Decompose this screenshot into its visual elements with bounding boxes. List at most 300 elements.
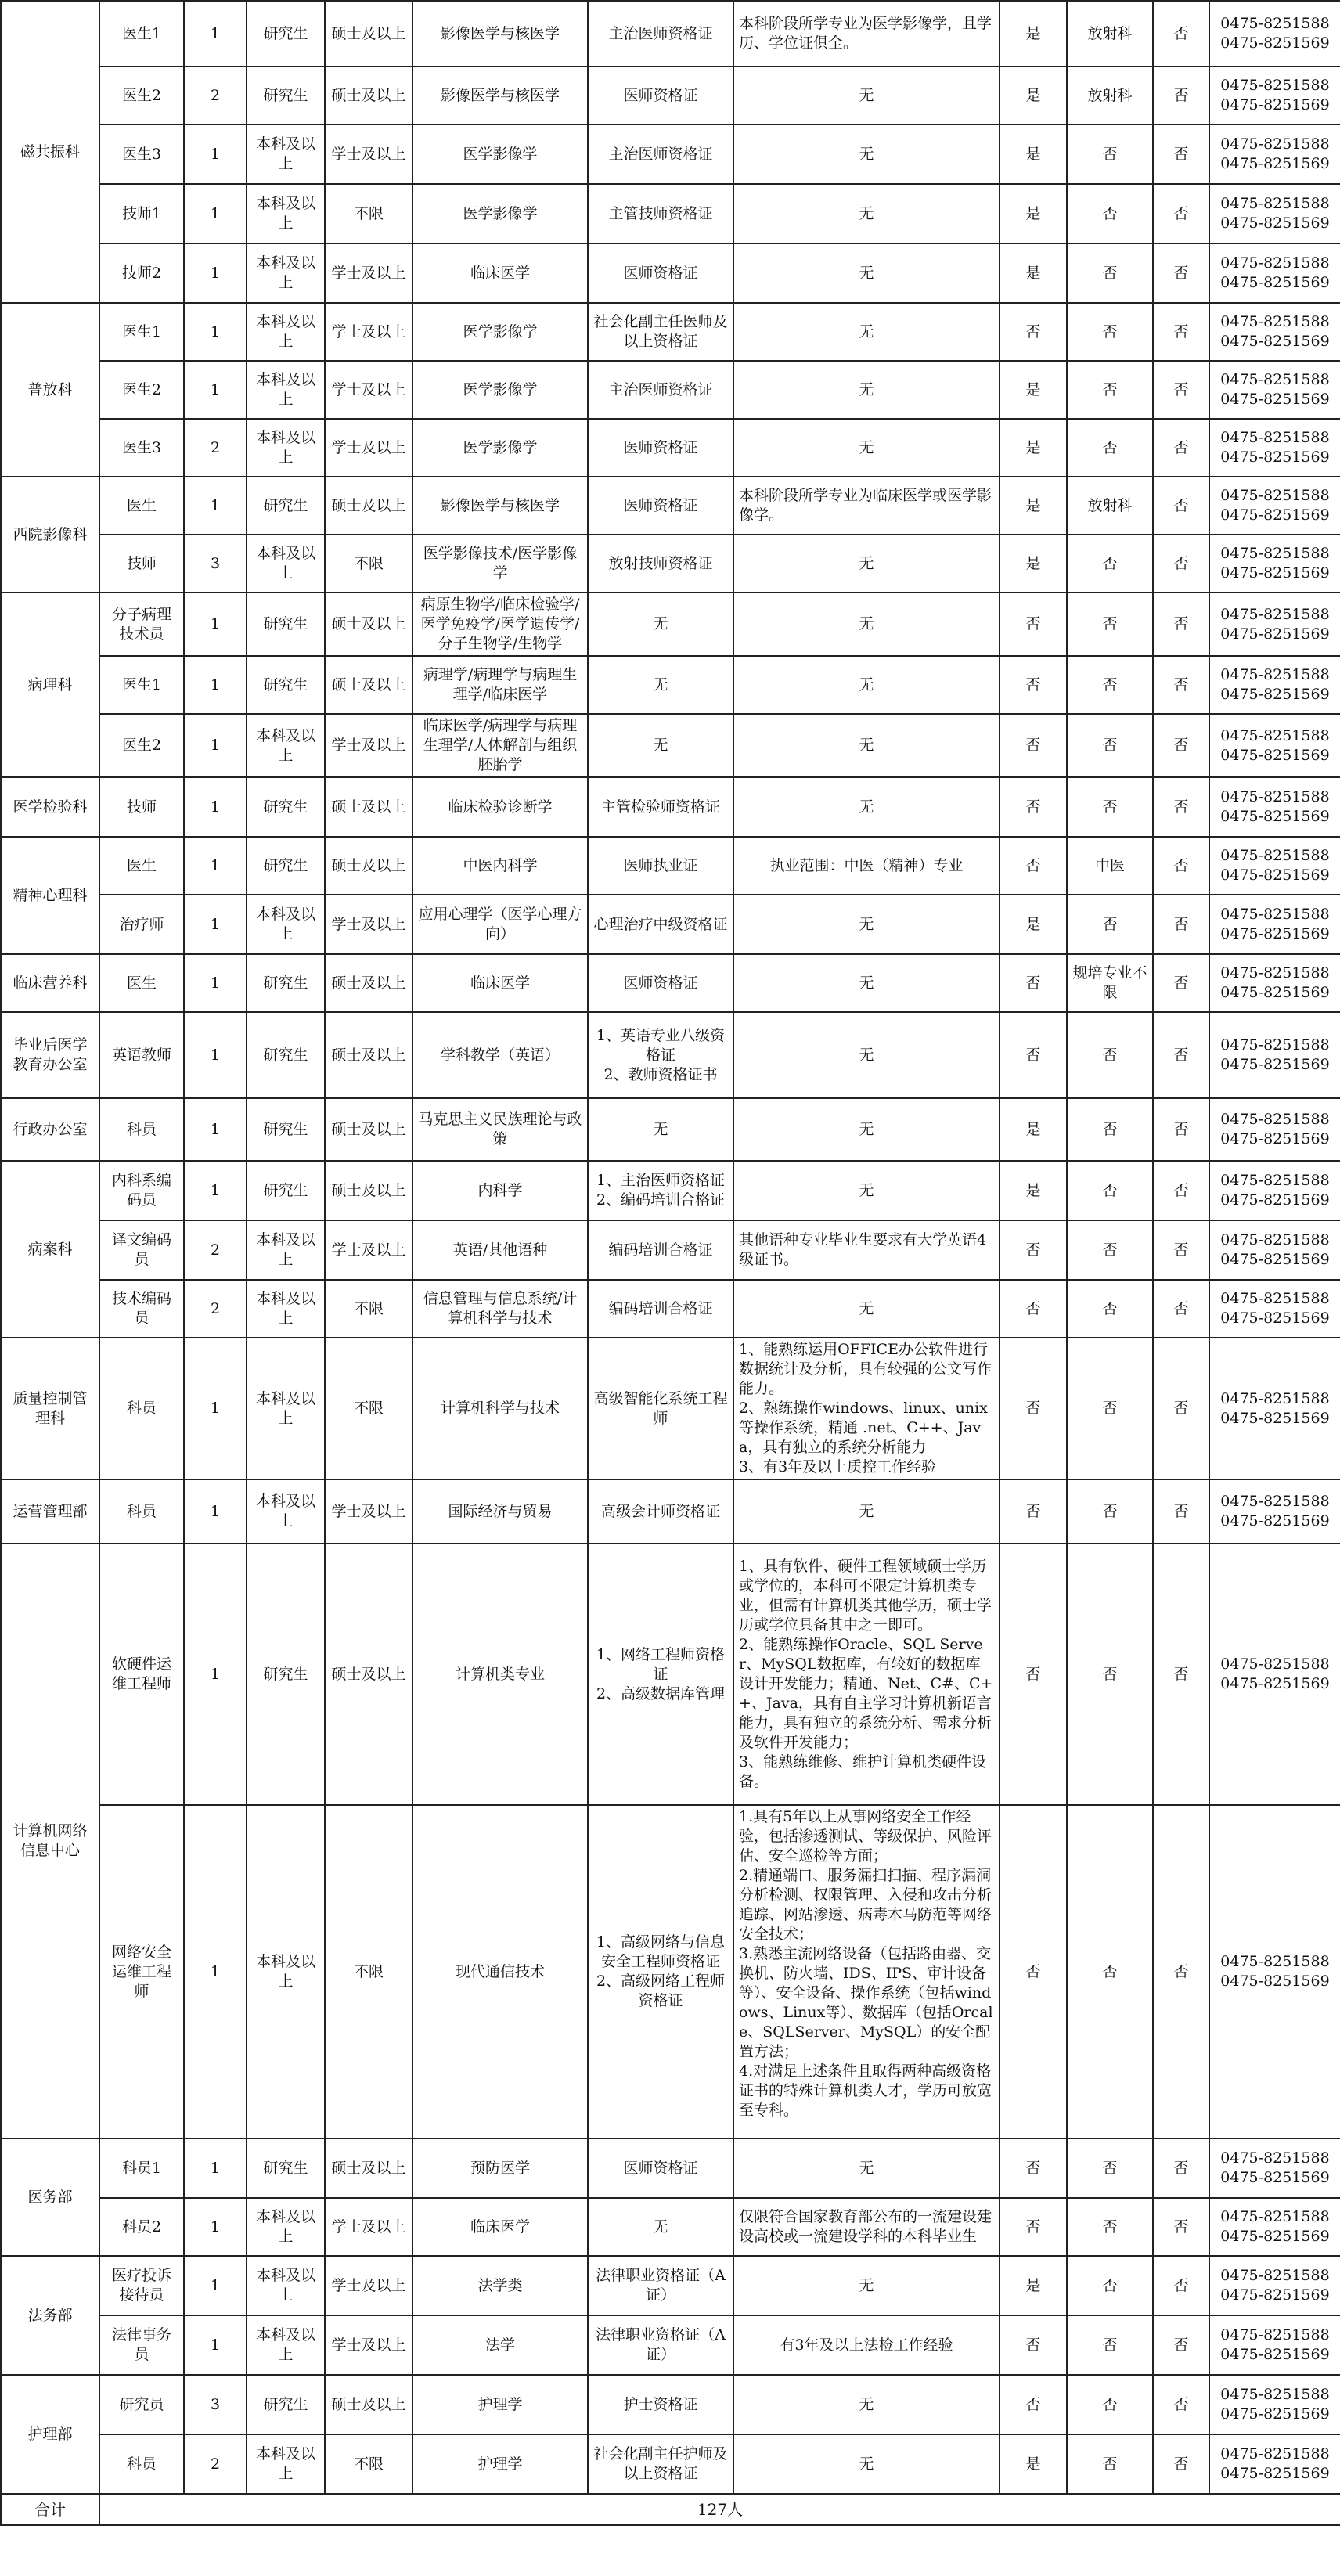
department-cell: 临床营养科: [1, 954, 99, 1012]
certificate-cell: 医师资格证: [588, 243, 733, 303]
education-cell: 本科及以上: [247, 124, 325, 184]
headcount-cell: 1: [184, 593, 247, 656]
headcount-cell: 1: [184, 361, 247, 419]
flag-a-cell: 是: [1000, 361, 1067, 419]
degree-cell: 硕士及以上: [325, 2138, 412, 2198]
table-row: [1, 419, 1340, 477]
flag-c-cell: 否: [1153, 535, 1209, 593]
requirement-cell: 无: [733, 1012, 1000, 1098]
headcount-cell: 2: [184, 67, 247, 124]
table-row: [1, 1280, 1340, 1338]
table-row: [1, 361, 1340, 419]
flag-c-cell: 否: [1153, 303, 1209, 361]
position-cell: 医生3: [99, 419, 184, 477]
flag-b-cell: 否: [1067, 243, 1153, 303]
education-cell: 研究生: [247, 656, 325, 714]
headcount-cell: 1: [184, 184, 247, 243]
position-cell: 科员2: [99, 2198, 184, 2256]
requirement-cell: 本科阶段所学专业为医学影像学，且学历、学位证俱全。: [733, 1, 1000, 67]
flag-b-cell: 否: [1067, 2375, 1153, 2434]
major-cell: 法学: [412, 2315, 588, 2375]
phone-cell: 0475-8251588 0475-8251569: [1209, 243, 1340, 303]
headcount-cell: 1: [184, 1544, 247, 1805]
flag-c-cell: 否: [1153, 1220, 1209, 1280]
table-row: [1, 1338, 1340, 1479]
flag-b-cell: 否: [1067, 1338, 1153, 1479]
headcount-cell: 1: [184, 1805, 247, 2138]
flag-c-cell: 否: [1153, 1479, 1209, 1544]
education-cell: 本科及以上: [247, 895, 325, 954]
degree-cell: 硕士及以上: [325, 1544, 412, 1805]
table-row: [1, 2315, 1340, 2375]
education-cell: 研究生: [247, 2138, 325, 2198]
flag-c-cell: 否: [1153, 837, 1209, 895]
table-row: [1, 1544, 1340, 1805]
position-cell: 医生1: [99, 1, 184, 67]
flag-a-cell: 是: [1000, 2434, 1067, 2494]
degree-cell: 硕士及以上: [325, 2375, 412, 2434]
flag-a-cell: 是: [1000, 477, 1067, 535]
flag-c-cell: 否: [1153, 2315, 1209, 2375]
degree-cell: 硕士及以上: [325, 1012, 412, 1098]
department-cell: 护理部: [1, 2375, 99, 2494]
headcount-cell: 2: [184, 1280, 247, 1338]
flag-b-cell: 否: [1067, 2315, 1153, 2375]
flag-a-cell: 是: [1000, 1098, 1067, 1161]
education-cell: 本科及以上: [247, 535, 325, 593]
certificate-cell: 医师执业证: [588, 837, 733, 895]
major-cell: 护理学: [412, 2375, 588, 2434]
major-cell: 马克思主义民族理论与政策: [412, 1098, 588, 1161]
table-row: [1, 1220, 1340, 1280]
table-row: [1, 1012, 1340, 1098]
flag-a-cell: 否: [1000, 1479, 1067, 1544]
phone-cell: 0475-8251588 0475-8251569: [1209, 1161, 1340, 1220]
requirement-cell: 执业范围：中医（精神）专业: [733, 837, 1000, 895]
flag-b-cell: 否: [1067, 1805, 1153, 2138]
education-cell: 本科及以上: [247, 1479, 325, 1544]
degree-cell: 硕士及以上: [325, 837, 412, 895]
flag-c-cell: 否: [1153, 954, 1209, 1012]
phone-cell: 0475-8251588 0475-8251569: [1209, 1280, 1340, 1338]
table-row: [1, 714, 1340, 777]
degree-cell: 不限: [325, 1805, 412, 2138]
table-row: [1, 477, 1340, 535]
requirement-cell: 无: [733, 656, 1000, 714]
requirement-cell: 无: [733, 535, 1000, 593]
headcount-cell: 1: [184, 656, 247, 714]
requirement-cell: 无: [733, 2434, 1000, 2494]
certificate-cell: 心理治疗中级资格证: [588, 895, 733, 954]
position-cell: 医生2: [99, 361, 184, 419]
degree-cell: 不限: [325, 1338, 412, 1479]
flag-b-cell: 否: [1067, 895, 1153, 954]
degree-cell: 硕士及以上: [325, 477, 412, 535]
education-cell: 本科及以上: [247, 1338, 325, 1479]
requirement-cell: 无: [733, 361, 1000, 419]
requirement-cell: 无: [733, 895, 1000, 954]
requirement-cell: 无: [733, 1098, 1000, 1161]
major-cell: 医学影像学: [412, 124, 588, 184]
major-cell: 应用心理学（医学心理方向）: [412, 895, 588, 954]
position-cell: 治疗师: [99, 895, 184, 954]
degree-cell: 学士及以上: [325, 2315, 412, 2375]
flag-b-cell: 否: [1067, 2198, 1153, 2256]
flag-b-cell: 否: [1067, 777, 1153, 837]
education-cell: 研究生: [247, 1161, 325, 1220]
phone-cell: 0475-8251588 0475-8251569: [1209, 895, 1340, 954]
headcount-cell: 1: [184, 2198, 247, 2256]
degree-cell: 不限: [325, 535, 412, 593]
phone-cell: 0475-8251588 0475-8251569: [1209, 656, 1340, 714]
degree-cell: 硕士及以上: [325, 1, 412, 67]
phone-cell: 0475-8251588 0475-8251569: [1209, 1220, 1340, 1280]
phone-cell: 0475-8251588 0475-8251569: [1209, 837, 1340, 895]
certificate-cell: 无: [588, 593, 733, 656]
table-row: [1, 2138, 1340, 2198]
phone-cell: 0475-8251588 0475-8251569: [1209, 1544, 1340, 1805]
phone-cell: 0475-8251588 0475-8251569: [1209, 535, 1340, 593]
table-row: [1, 656, 1340, 714]
position-cell: 医生: [99, 954, 184, 1012]
major-cell: 护理学: [412, 2434, 588, 2494]
table-row: [1, 1805, 1340, 2138]
flag-b-cell: 否: [1067, 124, 1153, 184]
flag-a-cell: 是: [1000, 1, 1067, 67]
flag-c-cell: 否: [1153, 1098, 1209, 1161]
flag-a-cell: 否: [1000, 593, 1067, 656]
table-row: [1, 303, 1340, 361]
certificate-cell: 无: [588, 2198, 733, 2256]
education-cell: 本科及以上: [247, 714, 325, 777]
headcount-cell: 1: [184, 243, 247, 303]
degree-cell: 硕士及以上: [325, 656, 412, 714]
certificate-cell: 社会化副主任护师及以上资格证: [588, 2434, 733, 2494]
requirement-cell: 1.具有5年以上从事网络安全工作经验，包括渗透测试、等级保护、风险评估、安全巡检等方面； 2.精通端口、服务漏扫扫描、程序漏洞分析检测、权限管理、入侵和攻击分析追踪、网站渗透、病毒木马防范等网络安全技术； 3.熟悉主流网络设备（包括路由器、交换机、防火墙、IDS、IPS、审计设备等）、安全设备、操作系统（包括windows、Linux等）、数据库（包括Orcale、SQLServer、MySQL）的安全配置方法； 4.对满足上述条件且取得两种高级资格证书的特殊计算机类人才，学历可放宽至专科。: [733, 1805, 1000, 2138]
certificate-cell: 无: [588, 714, 733, 777]
flag-b-cell: 放射科: [1067, 67, 1153, 124]
certificate-cell: 主治医师资格证: [588, 124, 733, 184]
major-cell: 病理学/病理学与病理生理学/临床医学: [412, 656, 588, 714]
flag-a-cell: 否: [1000, 303, 1067, 361]
flag-a-cell: 是: [1000, 535, 1067, 593]
phone-cell: 0475-8251588 0475-8251569: [1209, 954, 1340, 1012]
certificate-cell: 1、高级网络与信息安全工程师资格证 2、高级网络工程师资格证: [588, 1805, 733, 2138]
table-row: [1, 593, 1340, 656]
education-cell: 研究生: [247, 1, 325, 67]
phone-cell: 0475-8251588 0475-8251569: [1209, 2375, 1340, 2434]
major-cell: 计算机科学与技术: [412, 1338, 588, 1479]
requirement-cell: 无: [733, 303, 1000, 361]
headcount-cell: 1: [184, 777, 247, 837]
certificate-cell: 无: [588, 1098, 733, 1161]
flag-c-cell: 否: [1153, 1544, 1209, 1805]
certificate-cell: 1、英语专业八级资格证 2、教师资格证书: [588, 1012, 733, 1098]
major-cell: 学科教学（英语）: [412, 1012, 588, 1098]
education-cell: 本科及以上: [247, 1220, 325, 1280]
flag-a-cell: 否: [1000, 1805, 1067, 2138]
headcount-cell: 1: [184, 124, 247, 184]
flag-b-cell: 否: [1067, 1161, 1153, 1220]
flag-c-cell: 否: [1153, 895, 1209, 954]
flag-c-cell: 否: [1153, 243, 1209, 303]
phone-cell: 0475-8251588 0475-8251569: [1209, 1012, 1340, 1098]
flag-c-cell: 否: [1153, 656, 1209, 714]
certificate-cell: 医师资格证: [588, 954, 733, 1012]
flag-a-cell: 是: [1000, 67, 1067, 124]
phone-cell: 0475-8251588 0475-8251569: [1209, 1479, 1340, 1544]
phone-cell: 0475-8251588 0475-8251569: [1209, 2138, 1340, 2198]
flag-a-cell: 是: [1000, 184, 1067, 243]
phone-cell: 0475-8251588 0475-8251569: [1209, 593, 1340, 656]
flag-a-cell: 是: [1000, 2256, 1067, 2315]
headcount-cell: 3: [184, 535, 247, 593]
major-cell: 内科学: [412, 1161, 588, 1220]
headcount-cell: 1: [184, 1012, 247, 1098]
flag-b-cell: 否: [1067, 535, 1153, 593]
certificate-cell: 高级智能化系统工程师: [588, 1338, 733, 1479]
major-cell: 国际经济与贸易: [412, 1479, 588, 1544]
table-row: [1, 1161, 1340, 1220]
requirement-cell: 无: [733, 419, 1000, 477]
certificate-cell: 高级会计师资格证: [588, 1479, 733, 1544]
certificate-cell: 社会化副主任医师及以上资格证: [588, 303, 733, 361]
degree-cell: 学士及以上: [325, 2198, 412, 2256]
major-cell: 医学影像学: [412, 303, 588, 361]
degree-cell: 硕士及以上: [325, 67, 412, 124]
requirement-cell: 无: [733, 2138, 1000, 2198]
education-cell: 研究生: [247, 777, 325, 837]
table-row: [1, 777, 1340, 837]
education-cell: 本科及以上: [247, 184, 325, 243]
major-cell: 医学影像学: [412, 419, 588, 477]
position-cell: 网络安全运维工程师: [99, 1805, 184, 2138]
flag-c-cell: 否: [1153, 1, 1209, 67]
total-label: 合计: [1, 2494, 99, 2525]
major-cell: 英语/其他语种: [412, 1220, 588, 1280]
flag-b-cell: 否: [1067, 656, 1153, 714]
phone-cell: 0475-8251588 0475-8251569: [1209, 67, 1340, 124]
department-cell: 法务部: [1, 2256, 99, 2375]
flag-c-cell: 否: [1153, 184, 1209, 243]
certificate-cell: 编码培训合格证: [588, 1280, 733, 1338]
flag-c-cell: 否: [1153, 361, 1209, 419]
table-row: [1, 954, 1340, 1012]
flag-b-cell: 放射科: [1067, 477, 1153, 535]
phone-cell: 0475-8251588 0475-8251569: [1209, 1098, 1340, 1161]
position-cell: 医生2: [99, 714, 184, 777]
table-row: [1, 1479, 1340, 1544]
department-cell: 精神心理科: [1, 837, 99, 954]
headcount-cell: 2: [184, 1220, 247, 1280]
flag-b-cell: 否: [1067, 1012, 1153, 1098]
requirement-cell: 本科阶段所学专业为临床医学或医学影像学。: [733, 477, 1000, 535]
certificate-cell: 放射技师资格证: [588, 535, 733, 593]
flag-a-cell: 是: [1000, 243, 1067, 303]
flag-a-cell: 否: [1000, 714, 1067, 777]
phone-cell: 0475-8251588 0475-8251569: [1209, 714, 1340, 777]
certificate-cell: 编码培训合格证: [588, 1220, 733, 1280]
major-cell: 信息管理与信息系统/计算机科学与技术: [412, 1280, 588, 1338]
education-cell: 本科及以上: [247, 243, 325, 303]
flag-b-cell: 否: [1067, 593, 1153, 656]
flag-c-cell: 否: [1153, 477, 1209, 535]
position-cell: 技师: [99, 535, 184, 593]
table-row: [1, 2198, 1340, 2256]
position-cell: 科员: [99, 2434, 184, 2494]
degree-cell: 学士及以上: [325, 361, 412, 419]
degree-cell: 学士及以上: [325, 895, 412, 954]
education-cell: 研究生: [247, 2375, 325, 2434]
certificate-cell: 医师资格证: [588, 419, 733, 477]
degree-cell: 不限: [325, 2434, 412, 2494]
education-cell: 本科及以上: [247, 419, 325, 477]
certificate-cell: 无: [588, 656, 733, 714]
phone-cell: 0475-8251588 0475-8251569: [1209, 477, 1340, 535]
position-cell: 科员: [99, 1098, 184, 1161]
flag-c-cell: 否: [1153, 1338, 1209, 1479]
degree-cell: 硕士及以上: [325, 954, 412, 1012]
requirement-cell: 仅限符合国家教育部公布的一流建设建设高校或一流建设学科的本科毕业生: [733, 2198, 1000, 2256]
department-cell: 西院影像科: [1, 477, 99, 593]
flag-c-cell: 否: [1153, 124, 1209, 184]
education-cell: 本科及以上: [247, 2315, 325, 2375]
position-cell: 医生1: [99, 656, 184, 714]
certificate-cell: 医师资格证: [588, 2138, 733, 2198]
certificate-cell: 主治医师资格证: [588, 1, 733, 67]
requirement-cell: 无: [733, 1479, 1000, 1544]
flag-c-cell: 否: [1153, 777, 1209, 837]
flag-a-cell: 否: [1000, 1544, 1067, 1805]
requirement-cell: 无: [733, 1280, 1000, 1338]
table-row: [1, 1, 1340, 67]
phone-cell: 0475-8251588 0475-8251569: [1209, 184, 1340, 243]
education-cell: 研究生: [247, 593, 325, 656]
flag-b-cell: 否: [1067, 2256, 1153, 2315]
requirement-cell: 无: [733, 954, 1000, 1012]
major-cell: 法学类: [412, 2256, 588, 2315]
major-cell: 影像医学与核医学: [412, 67, 588, 124]
position-cell: 医生: [99, 477, 184, 535]
table-row: [1, 2434, 1340, 2494]
requirement-cell: 无: [733, 2375, 1000, 2434]
education-cell: 研究生: [247, 1544, 325, 1805]
flag-b-cell: 规培专业不限: [1067, 954, 1153, 1012]
certificate-cell: 医师资格证: [588, 477, 733, 535]
table-row: [1, 2256, 1340, 2315]
requirement-cell: 其他语种专业毕业生要求有大学英语4级证书。: [733, 1220, 1000, 1280]
flag-a-cell: 否: [1000, 954, 1067, 1012]
flag-a-cell: 否: [1000, 2375, 1067, 2434]
total-row: [1, 2494, 1340, 2525]
flag-a-cell: 否: [1000, 1338, 1067, 1479]
position-cell: 技术编码员: [99, 1280, 184, 1338]
position-cell: 内科系编码员: [99, 1161, 184, 1220]
flag-b-cell: 否: [1067, 714, 1153, 777]
flag-a-cell: 是: [1000, 895, 1067, 954]
phone-cell: 0475-8251588 0475-8251569: [1209, 1338, 1340, 1479]
degree-cell: 硕士及以上: [325, 1098, 412, 1161]
education-cell: 研究生: [247, 837, 325, 895]
education-cell: 研究生: [247, 1012, 325, 1098]
table-row: [1, 895, 1340, 954]
education-cell: 研究生: [247, 477, 325, 535]
major-cell: 临床医学: [412, 2198, 588, 2256]
flag-c-cell: 否: [1153, 593, 1209, 656]
position-cell: 医疗投诉接待员: [99, 2256, 184, 2315]
degree-cell: 学士及以上: [325, 124, 412, 184]
certificate-cell: 1、网络工程师资格证 2、高级数据库管理: [588, 1544, 733, 1805]
headcount-cell: 2: [184, 419, 247, 477]
flag-a-cell: 否: [1000, 2198, 1067, 2256]
flag-c-cell: 否: [1153, 1280, 1209, 1338]
certificate-cell: 法律职业资格证（A证）: [588, 2256, 733, 2315]
flag-a-cell: 否: [1000, 656, 1067, 714]
flag-b-cell: 否: [1067, 1280, 1153, 1338]
degree-cell: 不限: [325, 184, 412, 243]
flag-b-cell: 否: [1067, 1220, 1153, 1280]
phone-cell: 0475-8251588 0475-8251569: [1209, 2198, 1340, 2256]
degree-cell: 学士及以上: [325, 243, 412, 303]
flag-b-cell: 否: [1067, 1098, 1153, 1161]
major-cell: 影像医学与核医学: [412, 1, 588, 67]
flag-a-cell: 否: [1000, 837, 1067, 895]
education-cell: 研究生: [247, 954, 325, 1012]
position-cell: 医生1: [99, 303, 184, 361]
requirement-cell: 无: [733, 593, 1000, 656]
certificate-cell: 法律职业资格证（A证）: [588, 2315, 733, 2375]
phone-cell: 0475-8251588 0475-8251569: [1209, 1805, 1340, 2138]
position-cell: 科员1: [99, 2138, 184, 2198]
table-row: [1, 243, 1340, 303]
flag-a-cell: 是: [1000, 419, 1067, 477]
requirement-cell: 无: [733, 1161, 1000, 1220]
education-cell: 本科及以上: [247, 1805, 325, 2138]
degree-cell: 硕士及以上: [325, 593, 412, 656]
table-row: [1, 184, 1340, 243]
major-cell: 预防医学: [412, 2138, 588, 2198]
headcount-cell: 1: [184, 303, 247, 361]
phone-cell: 0475-8251588 0475-8251569: [1209, 777, 1340, 837]
degree-cell: 学士及以上: [325, 303, 412, 361]
phone-cell: 0475-8251588 0475-8251569: [1209, 124, 1340, 184]
major-cell: 临床检验诊断学: [412, 777, 588, 837]
flag-c-cell: 否: [1153, 67, 1209, 124]
headcount-cell: 3: [184, 2375, 247, 2434]
department-cell: 病理科: [1, 593, 99, 777]
headcount-cell: 1: [184, 837, 247, 895]
requirement-cell: 无: [733, 714, 1000, 777]
flag-c-cell: 否: [1153, 1805, 1209, 2138]
degree-cell: 硕士及以上: [325, 777, 412, 837]
position-cell: 分子病理技术员: [99, 593, 184, 656]
department-cell: 磁共振科: [1, 1, 99, 303]
education-cell: 本科及以上: [247, 361, 325, 419]
phone-cell: 0475-8251588 0475-8251569: [1209, 2256, 1340, 2315]
education-cell: 研究生: [247, 1098, 325, 1161]
position-cell: 译文编码员: [99, 1220, 184, 1280]
headcount-cell: 1: [184, 714, 247, 777]
major-cell: 医学影像技术/医学影像学: [412, 535, 588, 593]
headcount-cell: 1: [184, 954, 247, 1012]
headcount-cell: 1: [184, 1338, 247, 1479]
flag-c-cell: 否: [1153, 714, 1209, 777]
phone-cell: 0475-8251588 0475-8251569: [1209, 361, 1340, 419]
flag-b-cell: 否: [1067, 303, 1153, 361]
major-cell: 临床医学: [412, 243, 588, 303]
position-cell: 医生3: [99, 124, 184, 184]
flag-c-cell: 否: [1153, 2198, 1209, 2256]
